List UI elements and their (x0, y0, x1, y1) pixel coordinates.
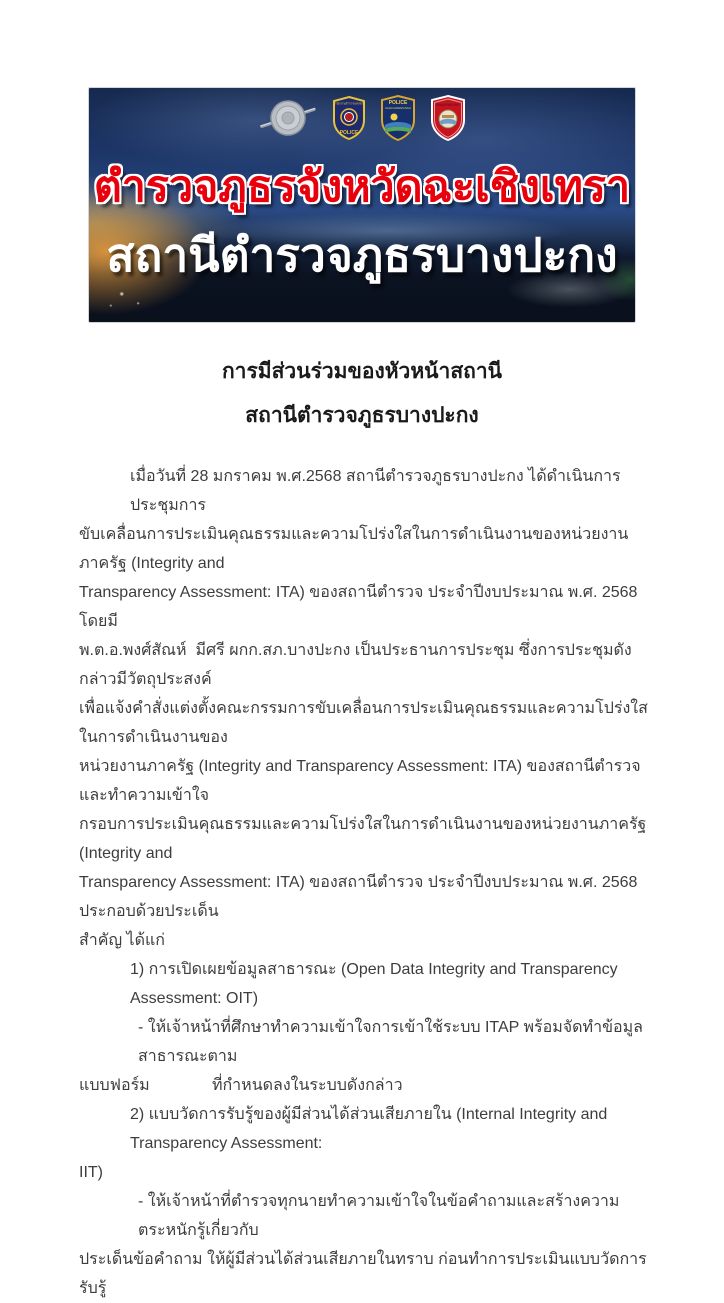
national-badge-top-text: สำนักงานตำรวจแห่งชาติ (332, 101, 366, 106)
royal-thai-police-medallion-icon (257, 95, 319, 141)
body-line: หน่วยงานภาครัฐ (Integrity and Transparency Assessment: ITA) ของสถานีตำรวจ และทำความเข้าใจ (79, 758, 646, 804)
body-line: - ให้เจ้าหน้าที่ตำรวจทุกนายทำความเข้าใจในข้อคำถามและสร้างความตระหนักรู้เกี่ยวกับ (138, 1193, 620, 1239)
document-heading-line2: สถานีตำรวจภูธรบางปะกง (245, 404, 479, 427)
national-police-badge-icon (331, 96, 367, 140)
body-line: ประเด็นข้อคำถาม ให้ผู้มีส่วนได้ส่วนเสียภายในทราบ ก่อนทำการประเมินแบบวัดการรับรู้ (79, 1251, 647, 1297)
provincial-badge-bottom-text: CHACHOENGSAO (385, 106, 411, 110)
document-heading-line1: การมีส่วนร่วมของหัวหน้าสถานี (221, 360, 503, 383)
document-heading (0, 350, 724, 438)
police-station-banner (88, 87, 636, 323)
body-line: - ให้เจ้าหน้าที่ศึกษาทำความเข้าใจการเข้าใช้ระบบ ITAP พร้อมจัดทำข้อมูลสาธารณะตาม (138, 1019, 643, 1065)
body-line: พ.ต.อ.พงศ์สัณห์ มีศรี ผกก.สภ.บางปะกง เป็นประธานการประชุม ซึ่งการประชุมดังกล่าวมีวัตถุประสงค์ (79, 642, 632, 688)
body-line: สำคัญ ได้แก่ (79, 932, 165, 949)
banner-subtitle: สถานีตำรวจภูธรบางปะกง (106, 229, 618, 281)
chachoengsao-provincial-police-badge-icon (379, 95, 417, 141)
body-line: Transparency Assessment: ITA) ของสถานีตำรวจ ประจำปีงบประมาณ พ.ศ. 2568 ประกอบด้วยประเด็น (79, 874, 642, 920)
body-line: 2) แบบวัดการรับรู้ของผู้มีส่วนได้ส่วนเสียภายใน (Internal Integrity and Transparency Assessment: (130, 1106, 612, 1152)
bangpakong-badge-icon (429, 95, 467, 141)
body-line: เพื่อแจ้งคำสั่งแต่งตั้งคณะกรรมการขับเคลื่อนการประเมินคุณธรรมและความโปร่งใสในการดำเนินงานของ (79, 700, 648, 746)
body-line: กรอบการประเมินคุณธรรมและความโปร่งใสในการดำเนินงานของหน่วยงานภาครัฐ (Integrity and (79, 816, 651, 862)
body-line: เมื่อวันที่ 28 มกราคม พ.ศ.2568 สถานีตำรวจภูธรบางปะกง ได้ดำเนินการประชุมการ (130, 468, 621, 514)
body-line: แบบฟอร์ม ที่กำหนดลงในระบบดังกล่าว (79, 1077, 403, 1094)
national-badge-bottom-text: POLICE (339, 130, 359, 136)
body-line: 1) การเปิดเผยข้อมูลสาธารณะ (Open Data Integrity and Transparency Assessment: OIT) (130, 961, 622, 1007)
provincial-badge-top-text: POLICE (388, 100, 408, 106)
document-body (79, 462, 651, 1303)
banner-title: ตำรวจภูธรจังหวัดฉะเชิงเทรา (93, 163, 631, 211)
body-line: Transparency Assessment: ITA) ของสถานีตำรวจ ประจำปีงบประมาณ พ.ศ. 2568 โดยมี (79, 584, 642, 630)
badge-row (89, 95, 635, 141)
district-badge-top-text: BANGPAKONG (436, 103, 460, 107)
body-line: ขับเคลื่อนการประเมินคุณธรรมและความโปร่งใสในการดำเนินงานของหน่วยงานภาครัฐ (Integrity and (79, 526, 629, 572)
body-line: IIT) (79, 1164, 103, 1181)
